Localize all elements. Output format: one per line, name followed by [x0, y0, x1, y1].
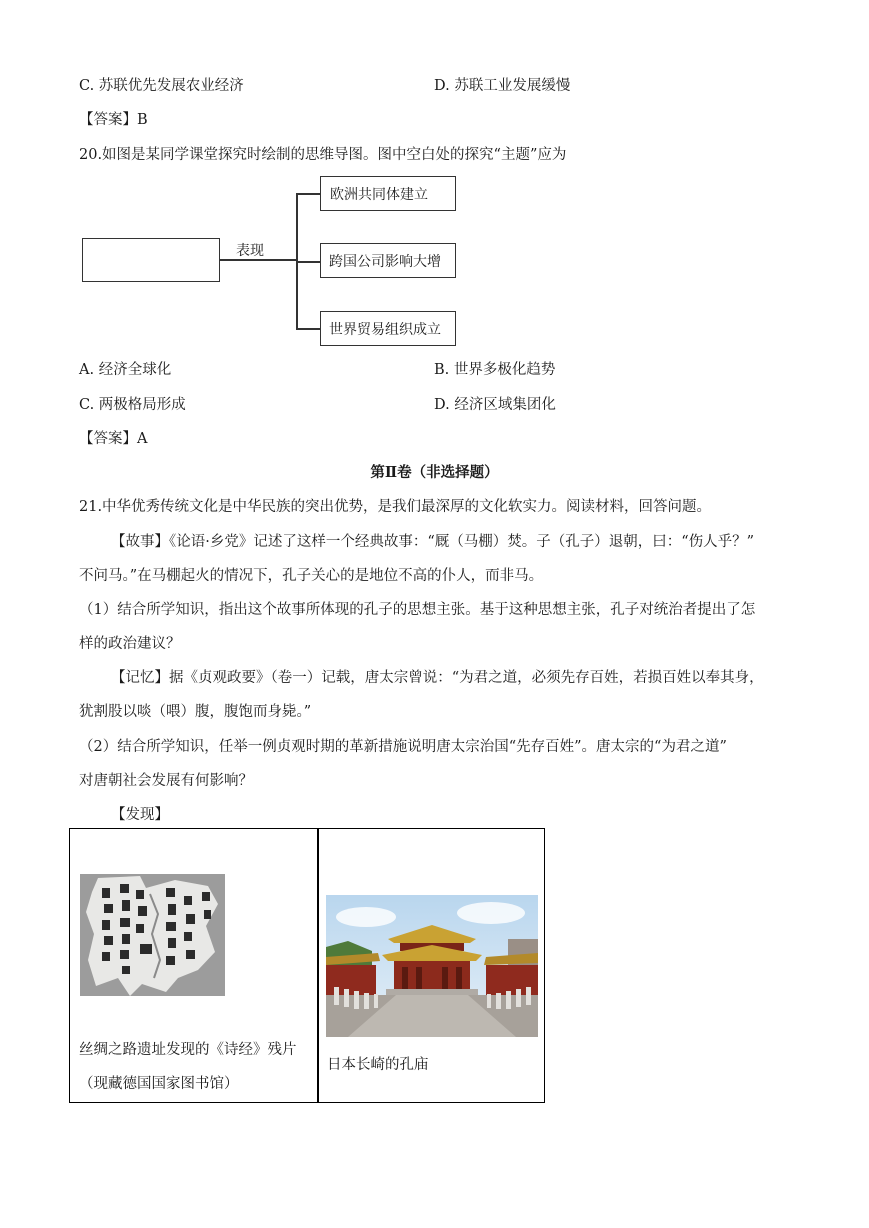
right-image-caption: 日本长崎的孔庙 — [327, 1057, 429, 1073]
mind-map-item-label: 欧洲共同体建立 — [330, 187, 428, 203]
q21-question-1: （1）结合所学知识，指出这个故事所体现的孔子的思想主张。基于这种思想主张，孔子对统治者提出了怎 — [79, 602, 756, 618]
mind-map-item-label: 世界贸易组织成立 — [329, 322, 441, 338]
mind-map-connector-label: 表现 — [236, 243, 264, 259]
mind-map-item-box — [320, 311, 456, 346]
q21-question-2: 对唐朝社会发展有何影响？ — [79, 773, 253, 789]
mind-map-branch-bottom — [296, 328, 320, 330]
q21-discovery-label: 【发现】 — [111, 807, 169, 823]
mind-map-branch-top — [296, 193, 320, 195]
mind-map-item-box — [320, 243, 456, 278]
q21-story-line: 不问马。”在马棚起火的情况下，孔子关心的是地位不高的仆人，而非马。 — [79, 568, 544, 584]
table-divider — [317, 829, 319, 1102]
q20-option-c: C. 两极格局形成 — [79, 397, 186, 413]
q21-memory-line: 犹割股以啖（喂）腹，腹饱而身毙。” — [79, 704, 312, 720]
section-title: 第Ⅱ卷（非选择题） — [370, 464, 499, 481]
q20-option-b: B. 世界多极化趋势 — [434, 362, 556, 378]
q21-story-line: 【故事】《论语·乡党》记述了这样一个经典故事：“厩（马棚）焚。子（孔子）退朝，曰：“伤人乎？” — [111, 534, 755, 550]
q19-answer: 【答案】B — [79, 112, 148, 128]
q20-option-a: A. 经济全球化 — [79, 362, 172, 378]
mind-map-branch-mid — [296, 261, 320, 263]
q20-stem: 20.如图是某同学课堂探究时绘制的思维导图。图中空白处的探究“主题”应为 — [79, 147, 567, 163]
left-image-caption: 丝绸之路遗址发现的《诗经》残片 — [79, 1042, 297, 1058]
q21-question-1: 样的政治建议？ — [79, 636, 181, 652]
discovery-table — [69, 828, 545, 1103]
q21-question-2: （2）结合所学知识，任举一例贞观时期的革新措施说明唐太宗治国“先存百姓”。唐太宗的“为君之道” — [79, 739, 727, 755]
q20-option-d: D. 经济区域集团化 — [434, 397, 556, 413]
q19-option-c: C. 苏联优先发展农业经济 — [79, 78, 244, 94]
shijing-fragment-image — [80, 874, 225, 996]
mind-map-blank-box — [82, 238, 220, 282]
left-image-caption: （现藏德国国家图书馆） — [79, 1076, 239, 1092]
mind-map-item-box — [320, 176, 456, 211]
q20-answer: 【答案】A — [79, 431, 148, 447]
q21-stem: 21.中华优秀传统文化是中华民族的突出优势，是我们最深厚的文化软实力。阅读材料，回答问题。 — [79, 499, 712, 515]
q21-memory-line: 【记忆】据《贞观政要》（卷一）记载，唐太宗曾说：“为君之道，必须先存百姓，若损百姓以奉其身， — [111, 670, 764, 686]
mind-map-item-label: 跨国公司影响大增 — [329, 254, 441, 270]
confucius-temple-image — [326, 895, 538, 1037]
q19-option-d: D. 苏联工业发展缓慢 — [434, 78, 571, 94]
